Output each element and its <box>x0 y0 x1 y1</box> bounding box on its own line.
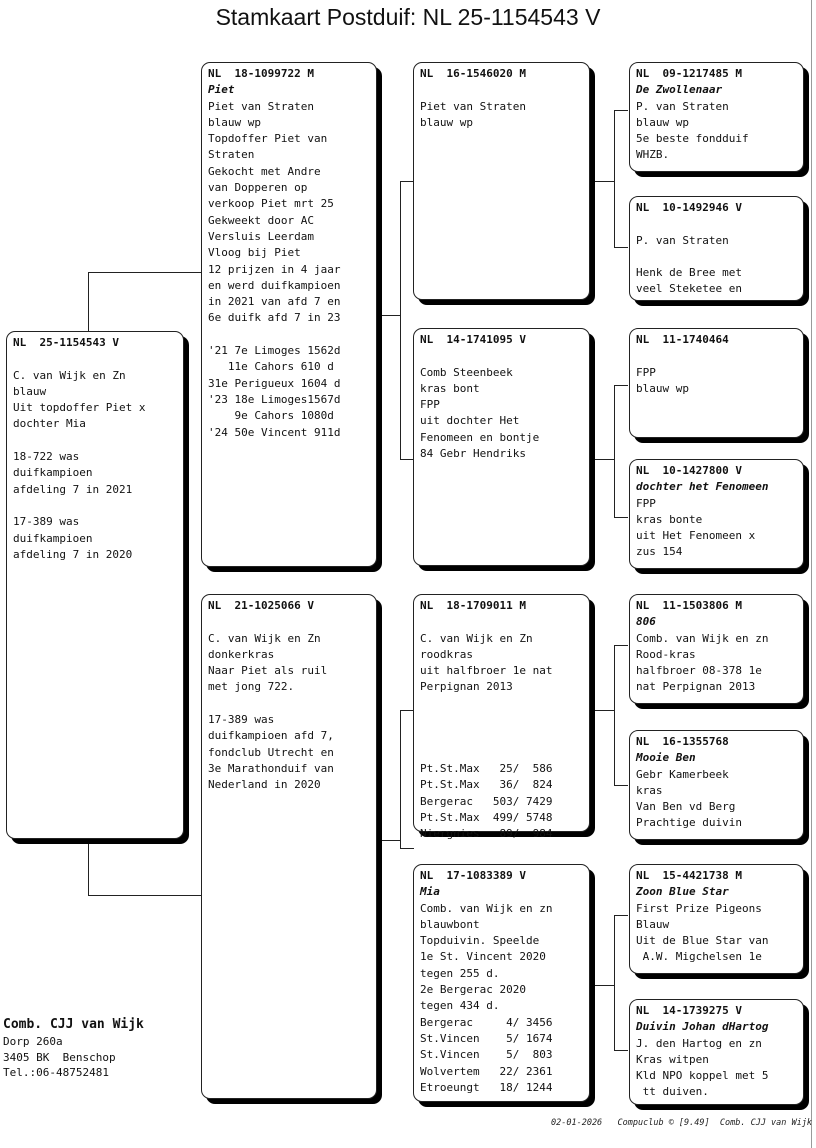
pedigree-card-mmm <box>629 999 804 1105</box>
info-line: 84 Gebr Hendriks <box>420 447 526 461</box>
pedigree-card-mfm <box>629 730 804 840</box>
ring-number: NL 09-1217485 M <box>636 67 742 80</box>
info-line <box>208 614 370 630</box>
owner-block <box>3 1016 144 1081</box>
pedigree-card-fff <box>629 62 804 172</box>
info-line: Comb. van Wijk en zn <box>636 631 769 645</box>
info-line: 17-389 was <box>208 713 275 727</box>
info-line: en werd duifkampioen <box>208 278 341 292</box>
info-line: P. van Straten <box>636 233 729 247</box>
info-line: P. van Straten <box>636 99 729 113</box>
connector <box>88 895 202 896</box>
connector <box>614 517 628 518</box>
info-line: in 2021 van afd 7 en <box>208 295 341 309</box>
info-line: Gekweekt door AC <box>208 213 314 227</box>
pigeon-name: Zoon Blue Star <box>636 885 729 899</box>
info-line: donkerkras <box>208 647 275 661</box>
info-line <box>636 348 797 364</box>
info-line: Versluis Leerdam <box>208 229 314 243</box>
info-line: dochter Mia <box>13 417 86 431</box>
info-line: 17-389 was <box>13 515 80 529</box>
ring-number: NL 10-1492946 V <box>636 201 742 214</box>
info-line: 31e Perigueux 1604 d <box>208 376 341 390</box>
page-edge-line <box>811 0 812 1148</box>
pigeon-name: 806 <box>636 615 656 629</box>
pedigree-card-mother <box>201 594 377 1099</box>
ring-number: NL 16-1546020 M <box>420 67 526 80</box>
info-line: afdeling 7 in 2021 <box>13 482 133 496</box>
info-line: roodkras <box>420 647 473 661</box>
info-line: Piet van Straten <box>420 99 526 113</box>
info-line <box>420 348 583 364</box>
info-line <box>13 351 177 367</box>
info-line <box>420 696 583 712</box>
info-line: Perpignan 2013 <box>420 680 513 694</box>
info-line: '24 50e Vincent 911d <box>208 425 341 439</box>
info-line: uit Het Fenomeen x <box>636 529 756 543</box>
info-line: tegen 255 d. <box>420 966 500 980</box>
connector <box>594 710 614 711</box>
connector <box>88 272 89 334</box>
info-line: uit dochter Het <box>420 414 520 428</box>
info-line: '21 7e Limoges 1562d <box>208 344 341 358</box>
ring-number: NL 15-4421738 M <box>636 869 742 882</box>
info-line: 6e duifk afd 7 in 23 <box>208 311 341 325</box>
info-line: WHZB. <box>636 148 670 162</box>
connector <box>594 985 614 986</box>
connector <box>400 181 401 459</box>
info-line: blauwbont <box>420 917 480 931</box>
info-line: afdeling 7 in 2020 <box>13 547 133 561</box>
info-line: Comb Steenbeek <box>420 365 513 379</box>
info-line: kras <box>636 783 663 797</box>
info-line: St.Vincen 5/ 803 <box>420 1048 553 1062</box>
pigeon-name: Duivin Johan dHartog <box>636 1020 769 1034</box>
info-line: Rood-kras <box>636 647 696 661</box>
pedigree-card-ffm <box>629 196 804 301</box>
ring-number: NL 10-1427800 V <box>636 464 742 477</box>
connector <box>614 385 628 386</box>
pedigree-card-father-mother <box>413 328 590 566</box>
info-line: FPP <box>636 496 656 510</box>
info-line: kras bonte <box>636 512 703 526</box>
info-line: Pt.St.Max 499/ 5748 <box>420 810 553 824</box>
connector <box>88 840 89 895</box>
info-line: blauw wp <box>208 115 261 129</box>
ring-number: NL 11-1740464 <box>636 333 729 346</box>
ring-number: NL 18-1099722 M <box>208 67 314 80</box>
info-line: kras bont <box>420 381 480 395</box>
info-line: C. van Wijk en Zn <box>420 631 533 645</box>
info-line: 11e Cahors 610 d <box>208 360 334 374</box>
ring-number: NL 25-1154543 V <box>13 336 119 349</box>
connector <box>614 915 615 1050</box>
info-line: 18-722 was <box>13 450 80 464</box>
info-line: blauw wp <box>420 115 473 129</box>
ring-number: NL 14-1741095 V <box>420 333 526 346</box>
pedigree-card-mff <box>629 594 804 704</box>
connector <box>594 459 614 460</box>
pigeon-name: dochter het Fenomeen <box>636 480 769 494</box>
ring-number: NL 21-1025066 V <box>208 599 314 612</box>
connector <box>88 272 202 273</box>
info-line: duifkampioen <box>13 531 93 545</box>
info-line: 12 prijzen in 4 jaar <box>208 262 341 276</box>
pedigree-card-mother-father <box>413 594 590 841</box>
connector <box>614 385 615 517</box>
info-line: tt duiven. <box>636 1085 709 1099</box>
info-line: halfbroer 08-378 1e <box>636 664 762 678</box>
connector <box>400 710 401 848</box>
connector <box>614 1050 628 1051</box>
pedigree-card-subject <box>6 331 184 839</box>
pedigree-card-father-father <box>413 62 590 300</box>
info-line: St.Vincen 5/ 1674 <box>420 1031 553 1045</box>
info-line: Kld NPO koppel met 5 <box>636 1069 769 1083</box>
connector <box>614 110 628 111</box>
pedigree-card-mmf <box>629 864 804 974</box>
info-line: fondclub Utrecht en <box>208 745 334 759</box>
pigeon-name: De Zwollenaar <box>636 83 723 97</box>
connector <box>614 645 628 646</box>
info-line: Nederland in 2020 <box>208 778 321 792</box>
info-line <box>208 696 370 712</box>
connector <box>400 181 414 182</box>
info-line: Etroeungt 18/ 1244 <box>420 1080 553 1094</box>
pigeon-name: Mia <box>420 885 440 899</box>
info-line: Fenomeen en bontje <box>420 430 540 444</box>
owner-name: Comb. CJJ van Wijk <box>3 1017 144 1032</box>
info-line: C. van Wijk en Zn <box>13 368 126 382</box>
info-line: First Prize Pigeons <box>636 901 762 915</box>
connector <box>400 848 414 849</box>
info-line: blauw <box>13 384 47 398</box>
connector <box>614 247 628 248</box>
pedigree-card-fmm <box>629 459 804 569</box>
info-line: 2e Bergerac 2020 <box>420 983 526 997</box>
info-line: Prachtige duivin <box>636 816 742 830</box>
page-title: Stamkaart Postduif: NL 25-1154543 V <box>215 4 601 30</box>
info-line: Vloog bij Piet <box>208 246 301 260</box>
info-line <box>420 614 583 630</box>
info-line: Comb. van Wijk en zn <box>420 901 553 915</box>
connector <box>614 110 615 247</box>
info-line: Wolvertem 22/ 2361 <box>420 1064 553 1078</box>
info-line <box>420 745 583 761</box>
ring-number: NL 18-1709011 M <box>420 599 526 612</box>
info-line: 5e beste fondduif <box>636 132 749 146</box>
info-line <box>208 327 370 343</box>
info-line: Gekocht met Andre <box>208 164 321 178</box>
pigeon-name: Piet <box>208 83 235 97</box>
info-line <box>636 249 797 265</box>
info-line: Bergerac 4/ 3456 <box>420 1015 553 1029</box>
info-line: met jong 722. <box>208 680 295 694</box>
connector <box>594 181 614 182</box>
info-line: duifkampioen afd 7, <box>208 729 334 743</box>
info-line: 9e Cahors 1080d <box>208 409 334 423</box>
info-line: Piet van Straten <box>208 99 314 113</box>
connector <box>380 315 400 316</box>
info-line: 1e St. Vincent 2020 <box>420 950 546 964</box>
connector <box>400 459 414 460</box>
owner-address-street: Dorp 260a <box>3 1035 63 1048</box>
info-line: Pt.St.Max 36/ 824 <box>420 778 553 792</box>
info-line <box>13 498 177 514</box>
ring-number: NL 14-1739275 V <box>636 1004 742 1017</box>
info-line: '23 18e Limoges1567d <box>208 392 341 406</box>
info-line: Topduivin. Speelde <box>420 934 540 948</box>
info-line: Pt.St.Max 25/ 586 <box>420 761 553 775</box>
info-line <box>420 712 583 728</box>
connector <box>400 710 414 711</box>
info-line: FPP <box>420 398 440 412</box>
info-line: Van Ben vd Berg <box>636 800 736 814</box>
connector <box>380 840 400 841</box>
info-line: Uit de Blue Star van <box>636 934 769 948</box>
info-line: A.W. Migchelsen 1e <box>636 950 762 964</box>
info-line: Niergnies 89/ 984 <box>420 827 553 841</box>
info-line: verkoop Piet mrt 25 <box>208 197 334 211</box>
owner-address-city: 3405 BK Benschop <box>3 1050 116 1064</box>
info-line: FPP <box>636 365 656 379</box>
info-line: blauw wp <box>636 381 689 395</box>
info-line: Naar Piet als ruil <box>208 664 328 678</box>
pigeon-name: Mooie Ben <box>636 751 696 765</box>
connector <box>614 915 628 916</box>
info-line: veel Steketee en <box>636 282 742 296</box>
info-line: C. van Wijk en Zn <box>208 631 321 645</box>
info-line: tegen 434 d. <box>420 999 500 1013</box>
info-line: Kras witpen <box>636 1052 709 1066</box>
connector <box>614 645 615 785</box>
info-line: duifkampioen <box>13 466 93 480</box>
info-line: 3e Marathonduif van <box>208 761 334 775</box>
ring-number: NL 16-1355768 <box>636 735 729 748</box>
ring-number: NL 11-1503806 M <box>636 599 742 612</box>
info-line <box>13 433 177 449</box>
info-line <box>420 82 583 98</box>
info-line <box>636 216 797 232</box>
info-line: blauw wp <box>636 115 689 129</box>
info-line: Blauw <box>636 917 670 931</box>
ring-number: NL 17-1083389 V <box>420 869 526 882</box>
connector <box>614 785 628 786</box>
footer-credits: 02-01-2026 Compuclub © [9.49] Comb. CJJ van Wijk <box>551 1118 812 1128</box>
pedigree-card-father <box>201 62 377 567</box>
info-line: Henk de Bree met <box>636 266 742 280</box>
pedigree-card-fmf <box>629 328 804 438</box>
info-line <box>420 728 583 744</box>
info-line: Straten <box>208 148 255 162</box>
info-line: Gebr Kamerbeek <box>636 767 729 781</box>
info-line: zus 154 <box>636 545 683 559</box>
info-line: van Dopperen op <box>208 181 308 195</box>
pedigree-card-mother-mother <box>413 864 590 1102</box>
info-line: Uit topdoffer Piet x <box>13 401 146 415</box>
info-line: J. den Hartog en zn <box>636 1036 762 1050</box>
info-line: Bergerac 503/ 7429 <box>420 794 553 808</box>
info-line: uit halfbroer 1e nat <box>420 664 553 678</box>
owner-phone: Tel.:06-48752481 <box>3 1066 109 1079</box>
info-line: nat Perpignan 2013 <box>636 680 756 694</box>
info-line: Topdoffer Piet van <box>208 132 328 146</box>
